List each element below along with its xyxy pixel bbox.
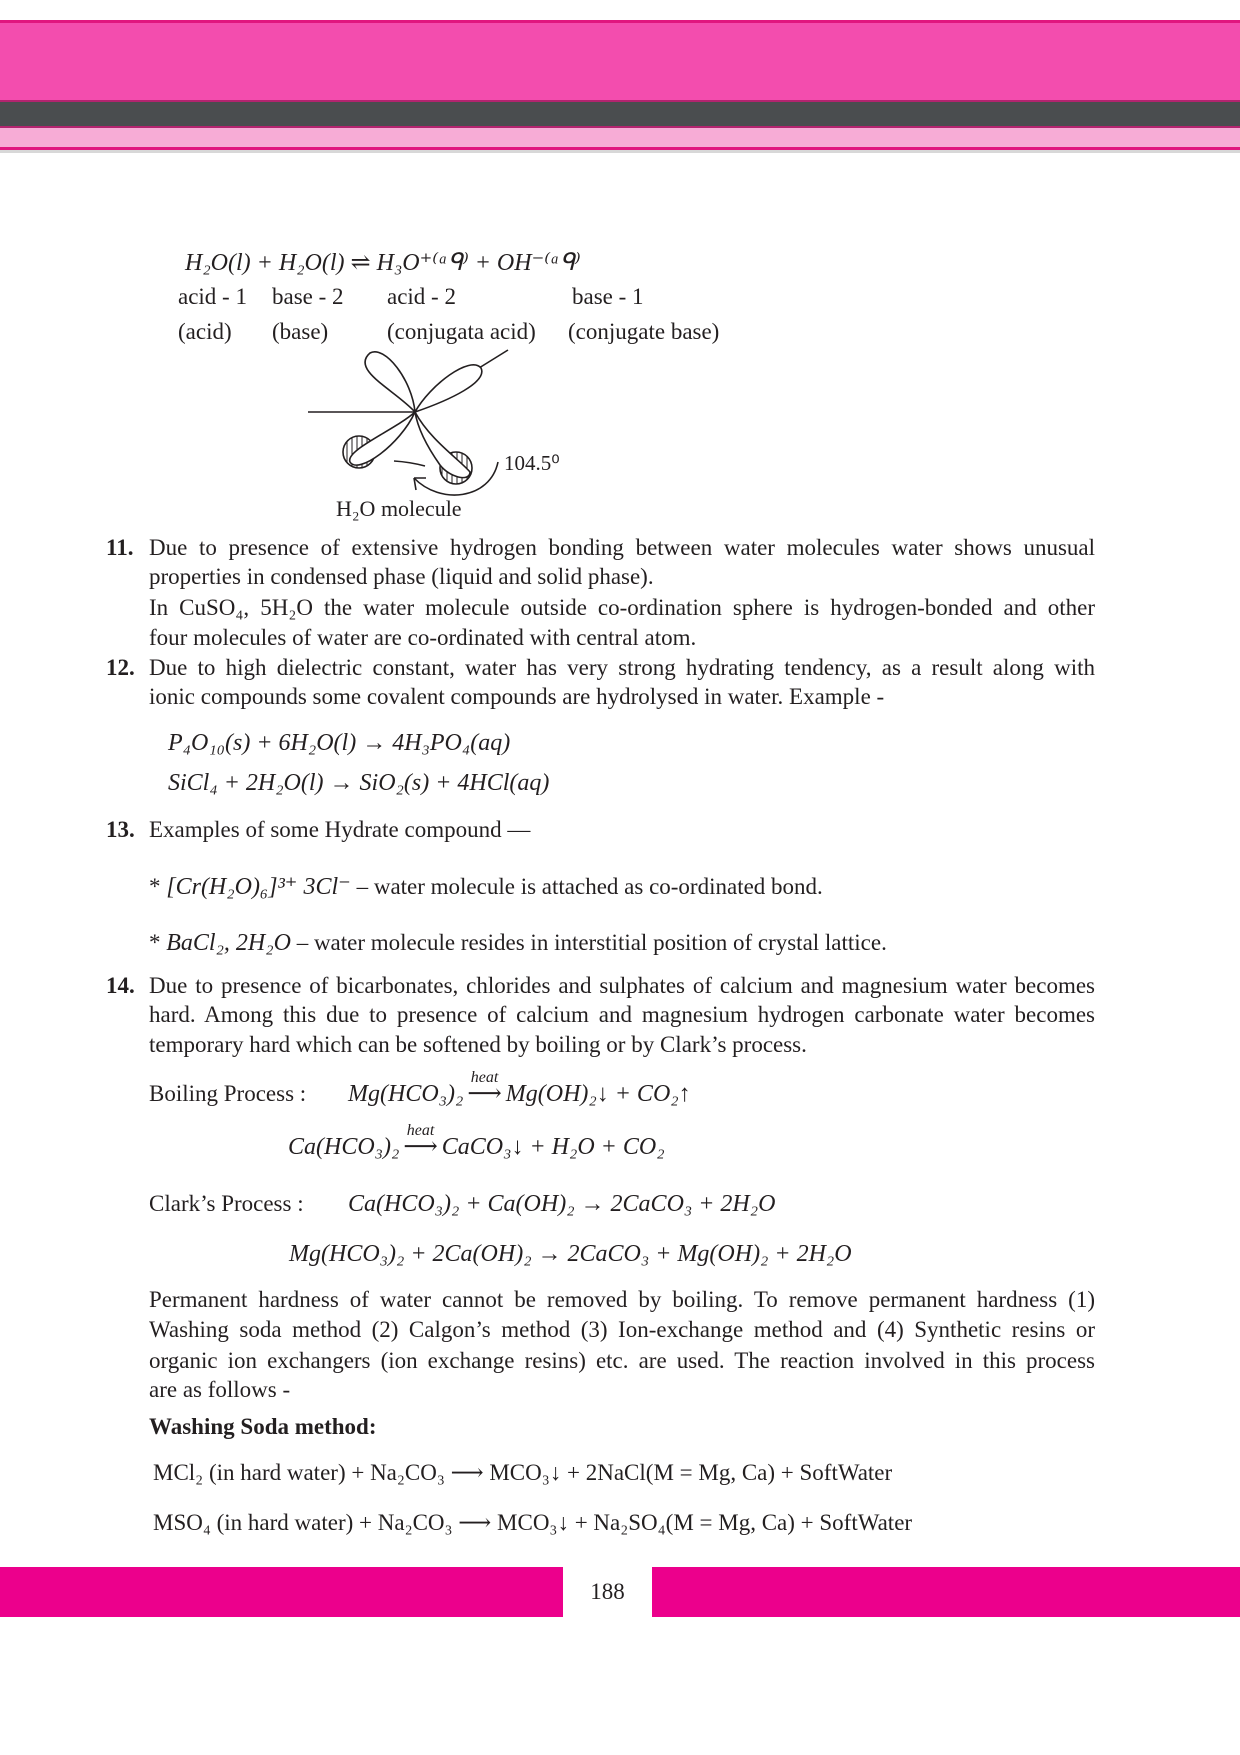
reactant: Mg(HCO₃)₂ (348, 1081, 464, 1107)
lobe-upper-left (365, 352, 415, 412)
washing-soda-heading: Washing Soda method: (149, 1414, 377, 1439)
footer-bar-left (0, 1567, 563, 1617)
lobe-upper-right (415, 365, 482, 412)
role-acid: (acid) (178, 319, 232, 344)
products: Mg(OH)₂↓ + CO₂↑ (505, 1081, 691, 1107)
permanent-line-1: Permanent hardness of water cannot be removed by boiling. To remove permanent hardness (1) (149, 1287, 1095, 1312)
clark-equation-mg: Mg(HCO₃)₂ + 2Ca(OH)₂ → 2CaCO₃ + Mg(OH)₂ + 2H₂O (289, 1241, 852, 1267)
role-conjugate-base: (conjugate base) (568, 319, 720, 344)
label-acid-2: acid - 2 (387, 284, 456, 309)
bullet-star: * (149, 874, 161, 899)
permanent-line-2: Washing soda method (2) Calgon’s method (3) Ion-exchange method and (4) Synthetic resins or (149, 1317, 1095, 1342)
clark-process-label: Clark’s Process : (149, 1191, 304, 1216)
angle-arc (394, 461, 425, 466)
heat-label: heat (470, 1069, 499, 1086)
permanent-line-3: organic ion exchangers (ion exchange resins) etc. are used. The reaction involved in this process (149, 1348, 1095, 1373)
item-number-12: 12. (106, 655, 135, 680)
item-number-11: 11. (106, 535, 134, 560)
hydrate-formula-1: [Cr(H₂O)₆]³⁺ 3Cl⁻ (166, 874, 351, 900)
item-number-13: 13. (106, 817, 135, 842)
item-14-line-1: Due to presence of bicarbonates, chlorides and sulphates of calcium and magnesium water becomes (149, 973, 1095, 998)
water-autoionization-equation: H₂O(l) + H₂O(l) ⇌ H₃O⁺⁽ᵃᑫ⁾ + OH⁻⁽ᵃᑫ⁾ (185, 250, 581, 276)
diagram-caption: H₂O molecule (336, 496, 462, 521)
label-base-1: base - 1 (572, 284, 644, 309)
label-acid-1: acid - 1 (178, 284, 247, 309)
boiling-equation-mg (348, 1069, 691, 1109)
label-base-2: base - 2 (272, 284, 344, 309)
page-number: 188 (590, 1579, 625, 1604)
bond-line-right (479, 350, 508, 368)
boiling-process-label: Boiling Process : (149, 1081, 307, 1106)
hydrate-formula-2: BaCl₂, 2H₂O (166, 930, 291, 956)
item-13-line-1: Examples of some Hydrate compound — (149, 817, 531, 842)
item-11-line-3: In CuSO₄, 5H₂O the water molecule outside co-ordination sphere is hydrogen-bonded and other (149, 595, 1095, 620)
heat-arrow: heat ⟶ (467, 1079, 501, 1109)
products: CaCO₃↓ + H₂O + CO₂ (441, 1134, 665, 1160)
washing-soda-equation-mcl2: MCl₂ (in hard water) + Na₂CO₃ ⟶ MCO₃↓ + 2NaCl(M = Mg, Ca) + SoftWater (153, 1460, 893, 1485)
bullet-star: * (149, 930, 161, 955)
item-14-line-2: hard. Among this due to presence of calcium and magnesium hydrogen carbonate water becomes (149, 1002, 1095, 1027)
heat-label: heat (406, 1122, 435, 1139)
footer-bar-right (652, 1567, 1240, 1617)
clark-equation-ca: Ca(HCO₃)₂ + Ca(OH)₂ → 2CaCO₃ + 2H₂O (348, 1191, 776, 1217)
item-11-line-1: Due to presence of extensive hydrogen bonding between water molecules water shows unusual (149, 535, 1095, 560)
item-11-line-4: four molecules of water are co-ordinated with central atom. (149, 625, 697, 650)
item-number-14: 14. (106, 973, 135, 998)
item-14-line-3: temporary hard which can be softened by boiling or by Clark’s process. (149, 1032, 807, 1057)
boiling-equation-ca (288, 1122, 665, 1162)
role-base: (base) (272, 319, 329, 344)
bond-angle-label: 104.5⁰ (504, 451, 560, 475)
item-12-line-1: Due to high dielectric constant, water has very strong hydrating tendency, as a result along with (149, 655, 1095, 680)
heat-arrow: heat ⟶ (403, 1132, 437, 1162)
reactant: Ca(HCO₃)₂ (288, 1134, 400, 1160)
lobe-lower-right (415, 412, 470, 478)
hydrolysis-equation-p4o10: P₄O₁₀(s) + 6H₂O(l) → 4H₃PO₄(aq) (168, 730, 511, 756)
permanent-line-4: are as follows - (149, 1377, 291, 1402)
role-conjugate-acid: (conjugata acid) (387, 319, 536, 344)
hydrate-bullet-2 (149, 928, 887, 958)
hydrate-bullet-1 (149, 872, 823, 902)
hydrolysis-equation-sicl4: SiCl₄ + 2H₂O(l) → SiO₂(s) + 4HCl(aq) (168, 770, 550, 796)
hydrate-description-2: – water molecule resides in interstitial position of crystal lattice. (296, 930, 887, 955)
hydrate-description-1: – water molecule is attached as co-ordinated bond. (356, 874, 823, 899)
washing-soda-equation-mso4: MSO₄ (in hard water) + Na₂CO₃ ⟶ MCO₃↓ + Na₂SO₄(M = Mg, Ca) + SoftWater (153, 1510, 913, 1535)
item-12-line-2: ionic compounds some covalent compounds are hydrolysed in water. Example - (149, 684, 885, 709)
item-11-line-2: properties in condensed phase (liquid and solid phase). (149, 564, 654, 589)
water-molecule-diagram (0, 0, 1240, 560)
